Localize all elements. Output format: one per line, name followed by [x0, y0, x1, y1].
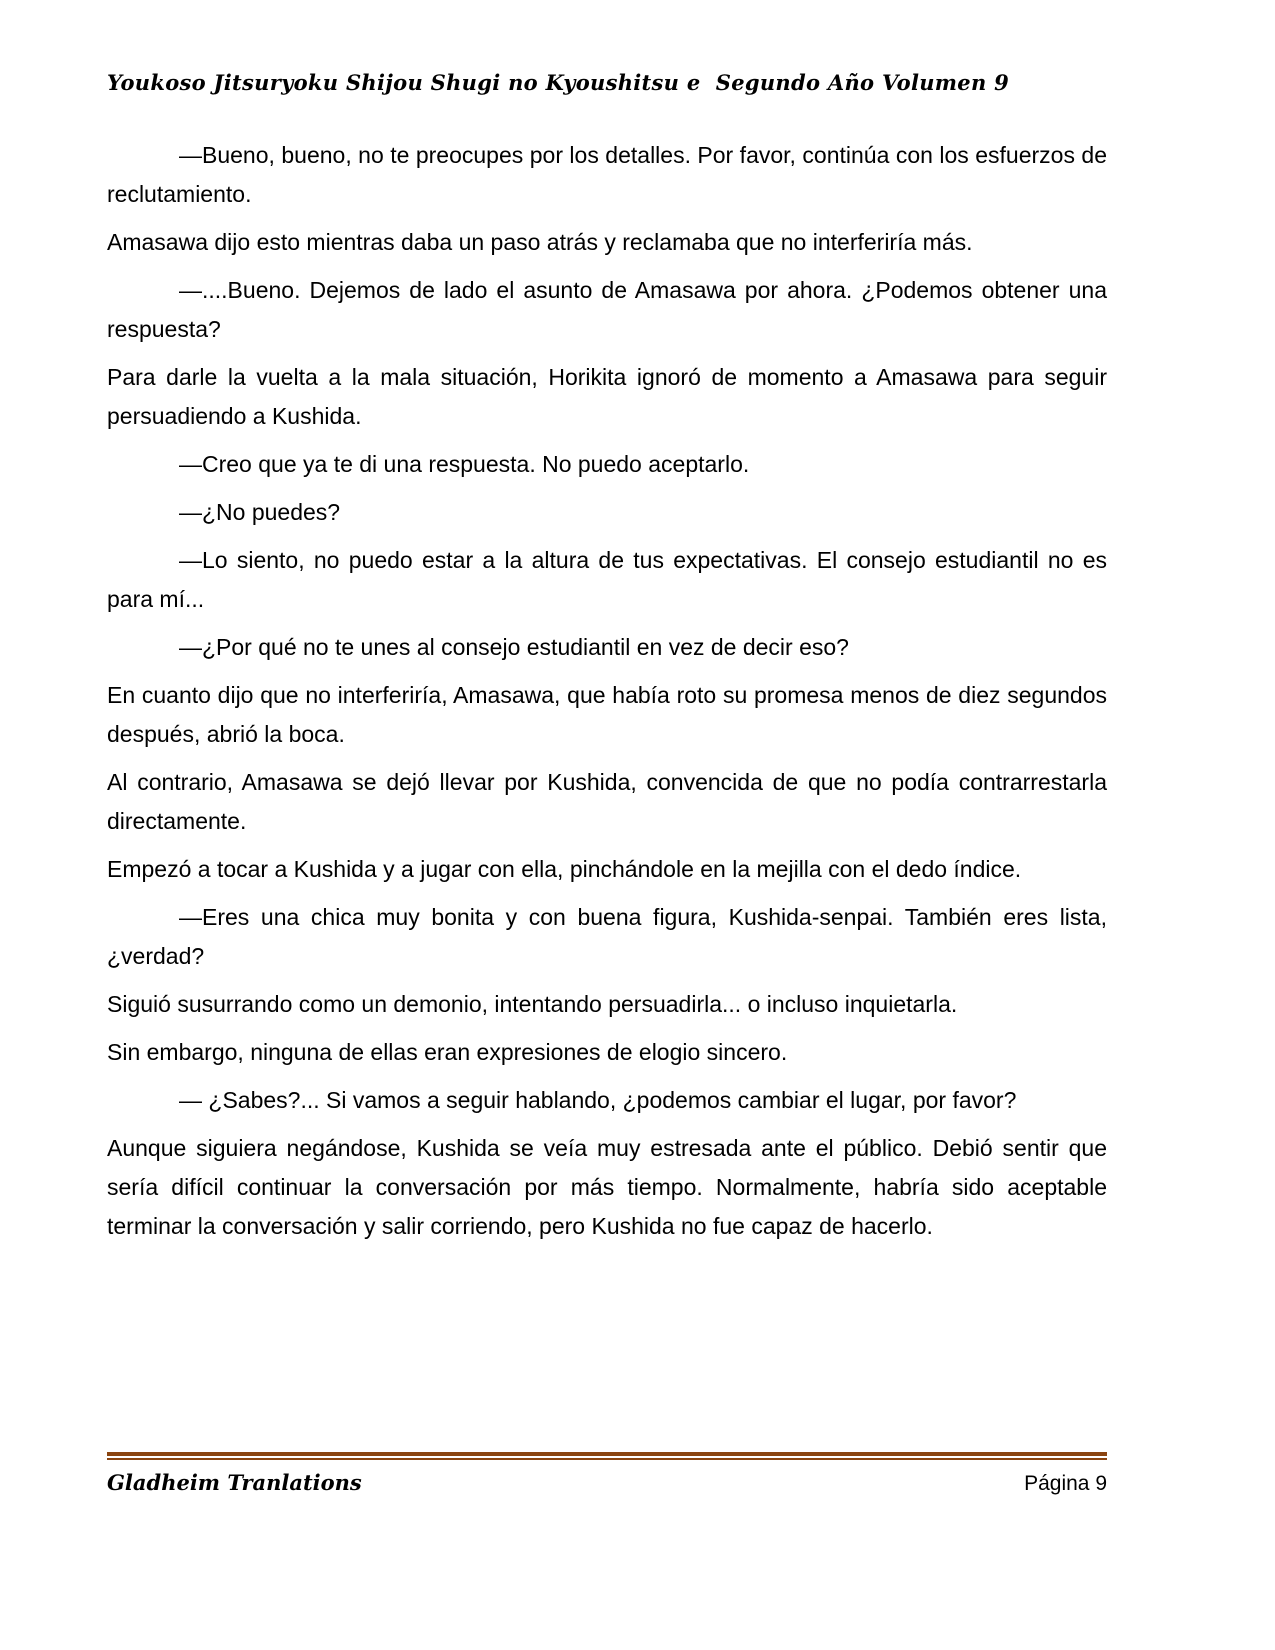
page-footer	[107, 1452, 1107, 1496]
paragraph: —Lo siento, no puedo estar a la altura de tus expectativas. El consejo estudiantil no es para mí...	[107, 547, 1107, 612]
paragraph: Sin embargo, ninguna de ellas eran expresiones de elogio sincero.	[107, 1039, 788, 1065]
footer-row	[107, 1470, 1107, 1496]
footer-rule	[107, 1452, 1107, 1460]
footer-page-number: Página 9	[1024, 1472, 1107, 1495]
paragraph: —Creo que ya te di una respuesta. No puedo aceptarlo.	[179, 451, 750, 477]
paragraph: —Eres una chica muy bonita y con buena figura, Kushida-senpai. También eres lista, ¿verdad?	[107, 904, 1107, 969]
paragraph: Al contrario, Amasawa se dejó llevar por Kushida, convencida de que no podía contrarrestarla directamente.	[107, 769, 1107, 834]
paragraph: En cuanto dijo que no interferiría, Amasawa, que había roto su promesa menos de diez segundos después, abrió la boca.	[107, 682, 1107, 747]
paragraph: Empezó a tocar a Kushida y a jugar con ella, pinchándole en la mejilla con el dedo índice.	[107, 856, 1022, 882]
page-header-title: Youkoso Jitsuryoku Shijou Shugi no Kyoushitsu e Segundo Año Volumen 9	[107, 70, 1010, 95]
paragraph: Para darle la vuelta a la mala situación, Horikita ignoró de momento a Amasawa para seguir persuadiendo a Kushida.	[107, 364, 1107, 429]
paragraph: —Bueno, bueno, no te preocupes por los detalles. Por favor, continúa con los esfuerzos de reclutamiento.	[107, 142, 1107, 207]
paragraph: —¿Por qué no te unes al consejo estudiantil en vez de decir eso?	[179, 634, 849, 660]
paragraph: Amasawa dijo esto mientras daba un paso atrás y reclamaba que no interferiría más.	[107, 229, 973, 255]
paragraph: Siguió susurrando como un demonio, intentando persuadirla... o incluso inquietarla.	[107, 991, 958, 1017]
body-paragraphs	[107, 136, 1107, 1255]
paragraph: — ¿Sabes?... Si vamos a seguir hablando, ¿podemos cambiar el lugar, por favor?	[179, 1087, 1017, 1113]
paragraph: —....Bueno. Dejemos de lado el asunto de Amasawa por ahora. ¿Podemos obtener una respuesta?	[107, 277, 1107, 342]
footer-translator-credit: Gladheim Tranlations	[107, 1470, 362, 1495]
paragraph: Aunque siguiera negándose, Kushida se veía muy estresada ante el público. Debió sentir que sería difícil continuar la conversación por más tiempo. Normalmente, habría sido aceptable terminar la conversación y salir corriendo, pero Kushida no fue capaz de hacerlo.	[107, 1135, 1107, 1239]
paragraph: —¿No puedes?	[179, 499, 341, 525]
